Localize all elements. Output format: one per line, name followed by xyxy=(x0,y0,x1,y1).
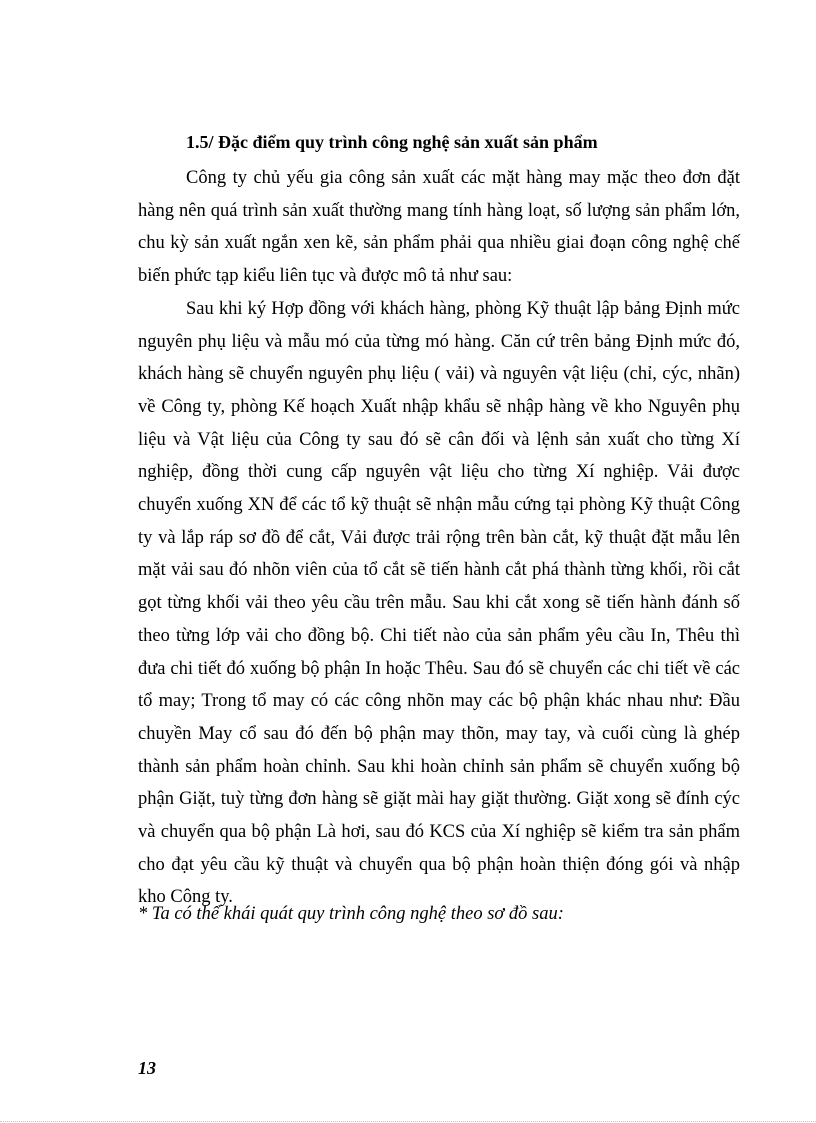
section-body xyxy=(138,162,740,914)
section-heading: 1.5/ Đặc điểm quy trình công nghệ sản xuất sản phẩm xyxy=(186,132,598,152)
diagram-intro-note: * Ta có thể khái quát quy trình công nghệ theo sơ đồ sau: xyxy=(138,904,564,924)
page-number: 13 xyxy=(138,1058,156,1078)
paragraph-process: Sau khi ký Hợp đồng với khách hàng, phòng Kỹ thuật lập bảng Định mức nguyên phụ liệu và mẫu mó của từng mó hàng. Căn cứ trên bảng Định mức đó, khách hàng sẽ chuyển nguyên phụ liệu ( vải) và nguyên vật liệu (chỉ, cýc, nhãn) về Công ty, phòng Kế hoạch Xuất nhập khẩu sẽ nhập hàng về kho Nguyên phụ liệu và Vật liệu của Công ty sau đó sẽ cân đối và lệnh sản xuất cho từng Xí nghiệp, đồng thời cung cấp nguyên vật liệu cho từng Xí nghiệp. Vải được chuyển xuống XN để các tổ kỹ thuật sẽ nhận mẫu cứng tại phòng Kỹ thuật Công ty và lắp ráp sơ đồ để cắt, Vải được trải rộng trên bàn cắt, kỹ thuật đặt mẫu lên mặt vải sau đó nhõn viên của tổ cắt sẽ tiến hành cắt phá thành từng khối, rồi cắt gọt từng khối vải theo yêu cầu trên mẫu. Sau khi cắt xong sẽ tiến hành đánh số theo từng lớp vải cho đồng bộ. Chi tiết nào của sản phẩm yêu cầu In, Thêu thì đưa chi tiết đó xuống bộ phận In hoặc Thêu. Sau đó sẽ chuyển các chi tiết về các tổ may; Trong tổ may có các công nhõn may các bộ phận khác nhau như: Đầu chuyền May cổ sau đó đến bộ phận may thõn, may tay, và cuối cùng là ghép thành sản phẩm hoàn chỉnh. Sau khi hoàn chỉnh sản phẩm sẽ chuyển xuống bộ phận Giặt, tuỳ từng đơn hàng sẽ giặt mài hay giặt thường. Giặt xong sẽ đính cýc và chuyển qua bộ phận Là hơi, sau đó KCS của Xí nghiệp sẽ kiểm tra sản phẩm cho đạt yêu cầu kỹ thuật và chuyển qua bộ phận hoàn thiện đóng gói và nhập kho Công ty. xyxy=(138,298,740,908)
paragraph-intro: Công ty chủ yếu gia công sản xuất các mặt hàng may mặc theo đơn đặt hàng nên quá trình sản xuất thường mang tính hàng loạt, số lượng sản phẩm lớn, chu kỳ sản xuất ngắn xen kẽ, sản phẩm phải qua nhiều giai đoạn công nghệ chế biến phức tạp kiểu liên tục và được mô tả như sau: xyxy=(138,168,740,287)
page-bottom-divider xyxy=(0,1121,816,1122)
